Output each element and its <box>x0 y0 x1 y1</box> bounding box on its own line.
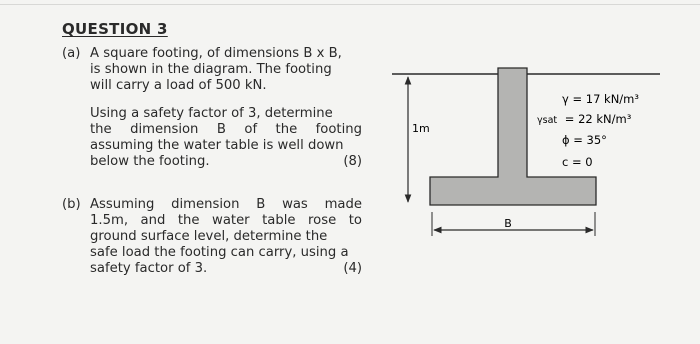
footing-diagram <box>390 60 680 250</box>
question-title: QUESTION 3 <box>62 20 168 38</box>
part-b-last-line <box>62 261 362 277</box>
saturated-unit-weight-value: = 22 kN/m³ <box>564 112 632 126</box>
width-label: B <box>504 217 512 230</box>
part-b <box>62 197 362 277</box>
part-a-line-1: A square footing, of dimensions B x B, <box>90 46 342 61</box>
part-a-line-7: below the footing. <box>90 154 210 169</box>
part-b-line-3: ground surface level, determine the <box>90 229 328 244</box>
part-a-line-5: the dimension B of the footing <box>90 122 362 137</box>
part-a-label: (a) <box>62 46 81 61</box>
part-b-first-line <box>62 197 362 213</box>
part-a-line-3: will carry a load of 500 kN. <box>90 78 267 93</box>
part-b-label: (b) <box>62 197 81 212</box>
part-a-line-4: Using a safety factor of 3, determine <box>90 106 333 121</box>
friction-angle: ϕ = 35° <box>562 133 607 147</box>
part-a-line-2: is shown in the diagram. The footing <box>90 62 332 77</box>
part-a <box>62 46 362 170</box>
part-b-line-2: 1.5m, and the water table rose to <box>90 213 362 228</box>
part-b-line-1: Assuming dimension B was made <box>90 197 362 212</box>
part-a-line-6: assuming the water table is well down <box>90 138 344 153</box>
part-b-line-5: safety factor of 3. <box>90 261 208 276</box>
saturated-unit-weight-symbol: γsat <box>537 115 558 126</box>
part-a-marks: (8) <box>343 154 362 169</box>
part-b-line-4: safe load the footing can carry, using a <box>90 245 349 260</box>
saturated-unit-weight <box>537 112 632 126</box>
part-b-marks: (4) <box>343 261 362 276</box>
part-a-last-line <box>62 154 362 170</box>
part-a-first-line <box>62 46 362 62</box>
cohesion: c = 0 <box>562 155 593 169</box>
depth-label: 1m <box>412 122 430 135</box>
unit-weight: γ = 17 kN/m³ <box>562 92 639 106</box>
top-rule <box>0 4 700 5</box>
